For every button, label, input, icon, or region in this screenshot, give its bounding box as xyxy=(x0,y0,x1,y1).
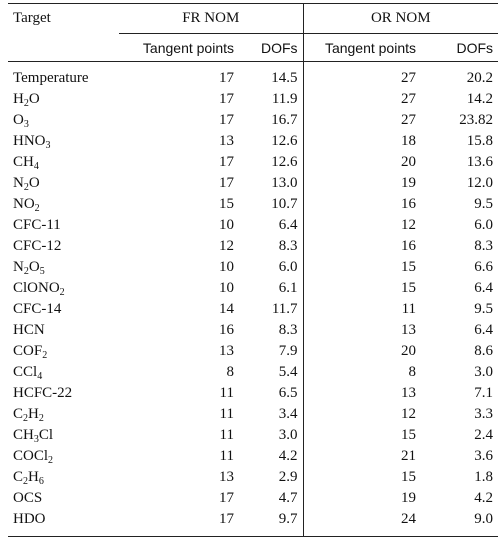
cell-or-dofs: 3.0 xyxy=(474,364,494,380)
table-row xyxy=(8,509,498,537)
cell-or-dofs: 15.8 xyxy=(466,133,494,149)
cell-or-tangent-points: 16 xyxy=(303,194,421,215)
cell-fr-dofs: 7.9 xyxy=(278,343,298,359)
table-row xyxy=(8,467,498,488)
cell-or-dofs: 1.8 xyxy=(474,469,494,485)
cell-fr-tangent-points: 13 xyxy=(219,133,234,149)
cell-fr-dofs: 12.6 xyxy=(271,154,298,170)
cell-target: CFC-14 xyxy=(13,301,62,317)
cell-or-tangent-points: 24 xyxy=(303,509,421,537)
cell-fr-tangent-points: 17 xyxy=(219,490,234,506)
cell-target: COCl$_2$ xyxy=(13,448,54,466)
table-row xyxy=(8,173,498,194)
cell-fr-tangent-points: 11 xyxy=(219,448,234,464)
header-target: Target xyxy=(13,10,51,27)
table-row xyxy=(8,362,498,383)
cell-target: $C_2H_6$ xyxy=(13,469,44,487)
data-table-container xyxy=(8,3,498,537)
cell-or-tangent-points: 12 xyxy=(303,404,421,425)
cell-or-tangent-points: 20 xyxy=(303,152,421,173)
cell-target: CCl$_4$ xyxy=(13,364,43,382)
cell-fr-dofs: 3.0 xyxy=(278,427,298,443)
header-empty-cell xyxy=(8,34,119,62)
cell-or-dofs: 8.3 xyxy=(474,238,494,254)
cell-or-tangent-points: 21 xyxy=(303,446,421,467)
cell-fr-tangent-points: 11 xyxy=(219,427,234,443)
table-row xyxy=(8,341,498,362)
cell-fr-tangent-points: 15 xyxy=(219,196,234,212)
cell-fr-dofs: 14.5 xyxy=(271,70,298,86)
cell-fr-dofs: 9.7 xyxy=(239,509,303,537)
table-row xyxy=(8,194,498,215)
cell-target: HDO xyxy=(8,509,119,537)
cell-target: $NO_2$ xyxy=(13,196,40,214)
cell-target: OCS xyxy=(13,490,43,506)
cell-target: $H_2O$ xyxy=(13,91,40,109)
cell-or-dofs: 2.4 xyxy=(474,427,494,443)
cell-fr-dofs: 12.6 xyxy=(271,133,298,149)
cell-fr-tangent-points: 17 xyxy=(219,91,234,107)
cell-target: CFC-12 xyxy=(13,238,62,254)
table-row xyxy=(8,236,498,257)
header-group-fr-nom: FR NOM xyxy=(119,4,303,34)
cell-fr-tangent-points: 12 xyxy=(219,238,234,254)
cell-target: $O_3$ xyxy=(13,112,29,130)
table-body xyxy=(8,62,498,537)
cell-fr-tangent-points: 17 xyxy=(219,175,234,191)
table-row xyxy=(8,404,498,425)
cell-or-tangent-points: 16 xyxy=(303,236,421,257)
header-row-groups xyxy=(8,4,498,34)
cell-fr-dofs: 8.3 xyxy=(278,238,298,254)
cell-fr-dofs: 4.2 xyxy=(278,448,298,464)
cell-or-dofs: 6.4 xyxy=(474,280,494,296)
cell-fr-tangent-points: 8 xyxy=(226,364,234,380)
cell-target: CFC-11 xyxy=(13,217,61,233)
table-row xyxy=(8,62,498,90)
cell-fr-dofs: 5.4 xyxy=(278,364,298,380)
table-row xyxy=(8,425,498,446)
table-row xyxy=(8,383,498,404)
table-row xyxy=(8,278,498,299)
table-row xyxy=(8,131,498,152)
cell-or-dofs: 6.0 xyxy=(474,217,494,233)
cell-or-dofs: 20.2 xyxy=(466,70,494,86)
cell-fr-tangent-points: 11 xyxy=(219,406,234,422)
cell-target: HCN xyxy=(13,322,45,338)
cell-fr-dofs: 10.7 xyxy=(271,196,298,212)
cell-or-tangent-points: 27 xyxy=(303,62,421,90)
cell-fr-dofs: 2.9 xyxy=(278,469,298,485)
cell-or-dofs: 13.6 xyxy=(466,154,494,170)
header-or-tangent-points: Tangent points xyxy=(303,34,421,62)
cell-or-tangent-points: 8 xyxy=(303,362,421,383)
cell-fr-tangent-points: 17 xyxy=(219,112,234,128)
cell-or-tangent-points: 13 xyxy=(303,320,421,341)
cell-or-dofs: 6.6 xyxy=(474,259,494,275)
cell-or-tangent-points: 15 xyxy=(303,278,421,299)
cell-or-dofs: 12.0 xyxy=(466,175,494,191)
cell-fr-dofs: 16.7 xyxy=(271,112,298,128)
header-fr-dofs: DOFs xyxy=(260,39,298,56)
table-row xyxy=(8,257,498,278)
cell-fr-dofs: 11.9 xyxy=(271,91,298,107)
cell-fr-dofs: 3.4 xyxy=(278,406,298,422)
cell-target: $N_2O_5$ xyxy=(13,259,45,277)
cell-target: Temperature xyxy=(13,70,89,86)
cell-fr-tangent-points: 16 xyxy=(219,322,234,338)
cell-fr-tangent-points: 17 xyxy=(219,70,234,86)
cell-or-tangent-points: 15 xyxy=(303,425,421,446)
table-row xyxy=(8,488,498,509)
cell-target: $C_2H_2$ xyxy=(13,406,44,424)
cell-or-tangent-points: 12 xyxy=(303,215,421,236)
cell-target: ClONO$_2$ xyxy=(13,280,65,298)
cell-or-tangent-points: 19 xyxy=(303,173,421,194)
cell-or-dofs: 3.6 xyxy=(474,448,494,464)
cell-fr-dofs: 8.3 xyxy=(278,322,298,338)
table-row xyxy=(8,299,498,320)
cell-target: $HNO_3$ xyxy=(13,133,51,151)
cell-fr-tangent-points: 14 xyxy=(219,301,234,317)
cell-fr-tangent-points: 10 xyxy=(219,280,234,296)
cell-or-dofs: 14.2 xyxy=(466,91,494,107)
cell-fr-dofs: 6.0 xyxy=(278,259,298,275)
table-row xyxy=(8,446,498,467)
cell-or-tangent-points: 18 xyxy=(303,131,421,152)
cell-fr-tangent-points: 17 xyxy=(119,509,239,537)
cell-or-dofs: 23.82 xyxy=(459,112,494,128)
header-group-or-nom: OR NOM xyxy=(303,4,498,34)
cell-fr-tangent-points: 11 xyxy=(219,385,234,401)
cell-or-tangent-points: 27 xyxy=(303,110,421,131)
cell-or-dofs: 8.6 xyxy=(474,343,494,359)
cell-fr-dofs: 13.0 xyxy=(271,175,298,191)
cell-or-tangent-points: 13 xyxy=(303,383,421,404)
cell-or-dofs: 3.3 xyxy=(474,406,494,422)
header-fr-tangent-points: Tangent points xyxy=(142,39,234,56)
cell-or-dofs: 9.5 xyxy=(474,301,494,317)
cell-or-tangent-points: 15 xyxy=(303,467,421,488)
header-or-dofs: DOFs xyxy=(456,39,494,56)
cell-fr-dofs: 11.7 xyxy=(271,301,298,317)
cell-fr-tangent-points: 13 xyxy=(219,343,234,359)
cell-or-dofs: 9.0 xyxy=(421,509,498,537)
cell-or-tangent-points: 11 xyxy=(303,299,421,320)
cell-or-tangent-points: 27 xyxy=(303,89,421,110)
cell-fr-tangent-points: 17 xyxy=(219,154,234,170)
table-row xyxy=(8,152,498,173)
cell-or-dofs: 9.5 xyxy=(474,196,494,212)
table-row xyxy=(8,89,498,110)
cell-fr-dofs: 6.5 xyxy=(278,385,298,401)
table-row xyxy=(8,320,498,341)
table-row xyxy=(8,110,498,131)
cell-fr-tangent-points: 10 xyxy=(219,259,234,275)
cell-fr-dofs: 6.1 xyxy=(278,280,298,296)
cell-or-tangent-points: 20 xyxy=(303,341,421,362)
cell-fr-tangent-points: 13 xyxy=(219,469,234,485)
header-row-subcolumns xyxy=(8,34,498,62)
table-row xyxy=(8,215,498,236)
cell-or-dofs: 7.1 xyxy=(474,385,494,401)
cell-or-dofs: 6.4 xyxy=(474,322,494,338)
cell-fr-dofs: 4.7 xyxy=(278,490,298,506)
cell-fr-dofs: 6.4 xyxy=(278,217,298,233)
cell-target: $COF_2$ xyxy=(13,343,48,361)
cell-or-tangent-points: 19 xyxy=(303,488,421,509)
cell-target: $CH_4$ xyxy=(13,154,39,172)
cell-fr-tangent-points: 10 xyxy=(219,217,234,233)
cell-or-tangent-points: 15 xyxy=(303,257,421,278)
cell-or-dofs: 4.2 xyxy=(474,490,494,506)
cell-target: HCFC-22 xyxy=(13,385,73,401)
dof-table xyxy=(8,3,498,537)
cell-target: $N_2O$ xyxy=(13,175,40,193)
cell-target: $CH_3Cl$ xyxy=(13,427,54,445)
